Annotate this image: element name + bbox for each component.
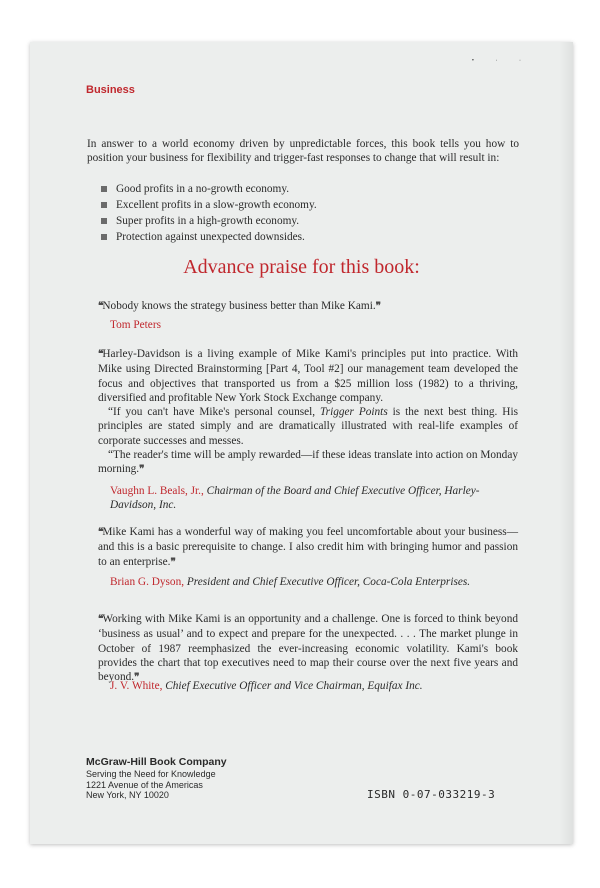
isbn: ISBN 0-07-033219-3 [367, 788, 496, 801]
open-quote-icon: ❝ [98, 349, 103, 360]
quote-vaughn-beals [98, 347, 518, 478]
publisher-block [86, 756, 227, 801]
attribution-role: Chairman of the Board and Chief Executive Officer, Harley-Davidson, Inc. [110, 485, 480, 512]
list-item: Excellent profits in a slow-growth economy. [100, 197, 317, 213]
close-quote-icon: ❞ [139, 464, 144, 476]
intro-paragraph: In answer to a world economy driven by unpredictable forces, this book tells you how to position your business for flexibility and trigger-fast responses to change that will result in: [87, 138, 519, 165]
attribution-role: Chief Executive Officer and Vice Chairman, Equifax Inc. [165, 680, 423, 692]
close-quote-icon: ❞ [375, 301, 381, 312]
quote-attribution [110, 318, 510, 332]
publisher-tagline: Serving the Need for Knowledge [86, 769, 216, 779]
quote-attribution [110, 679, 510, 693]
print-specks: • · · [471, 58, 531, 64]
quote-brian-dyson [98, 525, 518, 570]
publisher-name: McGraw-Hill Book Company [86, 756, 227, 768]
list-item: Protection against unexpected downsides. [100, 229, 317, 245]
quote-text: “The reader's time will be amply rewarded—if these ideas translate into action on Monday morning. [98, 449, 518, 476]
benefits-list [100, 181, 317, 245]
attribution-role: President and Chief Executive Officer, Coca-Cola Enterprises. [186, 576, 471, 588]
quote-attribution [110, 575, 510, 589]
quote-text: “If you can't have Mike's personal counsel, Trigger Points is the next best thing. His principles are stated simply and are dramatically illustrated with real-life examples of corporate successes and messes. [98, 406, 518, 447]
publisher-address: 1221 Avenue of the Americas [86, 779, 203, 790]
quote-tom-peters [98, 299, 518, 314]
quote-text: Mike Kami has a wonderful way of making you feel uncomfortable about your business—and this is a basic prerequisite to change. I also credit him with bringing humor and passion to an enterprise. [98, 526, 518, 568]
open-quote-icon: ❝ [98, 614, 103, 625]
quote-text: Nobody knows the strategy business better than Mike Kami. [102, 300, 376, 312]
category-label: Business [86, 84, 135, 96]
quote-text: Harley-Davidson is a living example of Mike Kami's principles put into practice. With Mike using Directed Brainstorming [Part 4, Tool #2] our management team developed the focus and objectives that transported us from a $25 million loss (1982) to a thriving, diversified and profitable New York Stock Exchange company. [98, 348, 518, 404]
list-item: Super profits in a high-growth economy. [100, 213, 317, 229]
quote-jv-white [98, 612, 518, 685]
quote-attribution [110, 484, 510, 513]
close-quote-icon: ❞ [134, 672, 139, 684]
list-item: Good profits in a no-growth economy. [100, 181, 317, 197]
open-quote-icon: ❝ [98, 301, 103, 312]
open-quote-icon: ❝ [98, 527, 103, 538]
book-back-cover [30, 42, 573, 844]
attribution-name: Tom Peters [110, 319, 161, 331]
publisher-city: New York, NY 10020 [86, 790, 169, 800]
praise-heading: Advance praise for this book: [183, 256, 420, 278]
quote-text: Working with Mike Kami is an opportunity and a challenge. One is forced to think beyond ‘business as usual’ and to expect and prepare for the unexpected. . . . The market plunge in October of 1987 reemphasized the ever-increasing economic volatility. Kami's book provides the chart that top executives need to map their course over the next five years and beyond. [98, 613, 518, 684]
attribution-name: J. V. White, [110, 680, 163, 692]
close-quote-icon: ❞ [170, 556, 175, 568]
attribution-name: Brian G. Dyson, [110, 576, 185, 588]
attribution-name: Vaughn L. Beals, Jr., [110, 485, 204, 497]
book-title: Trigger Points [320, 406, 388, 419]
